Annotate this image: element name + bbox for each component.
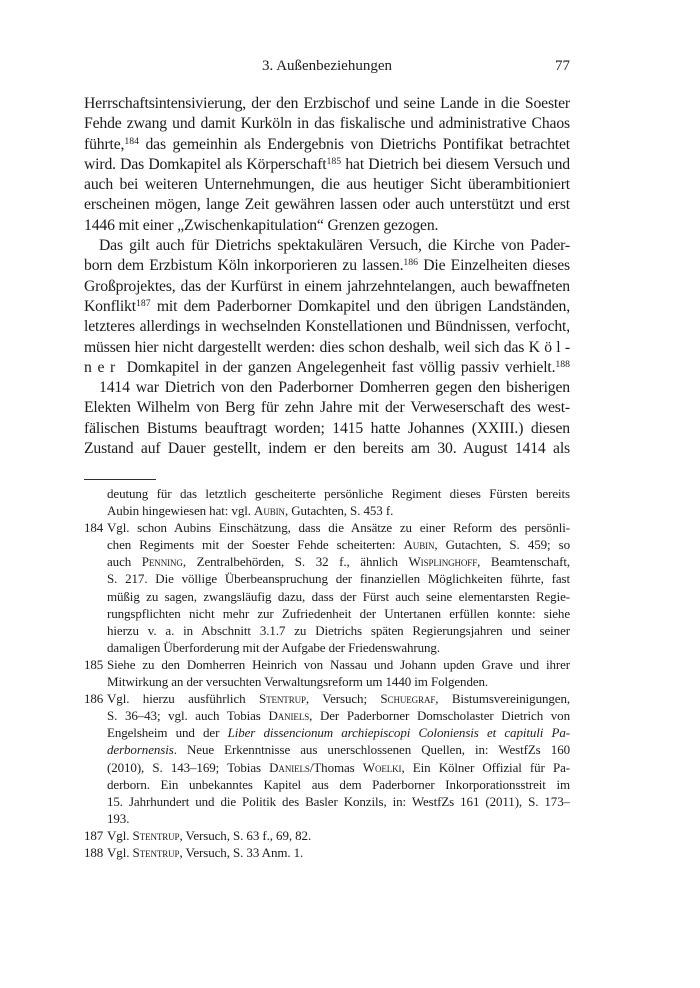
text-line bbox=[107, 844, 570, 861]
text-segment: 1446 mit einer „Zwischenkapitulation“ Grenzen gezogen. bbox=[84, 216, 439, 234]
text-segment: Großprojektes, das der Kurfürst in einem jahrzehntelangen, auch bewaffneten bbox=[84, 277, 570, 295]
text-segment: born dem Erzbistum Köln inkorporieren zu lassen. bbox=[84, 257, 404, 275]
text-line bbox=[107, 536, 570, 553]
text-segment: Aubin hingewiesen hat: vgl. bbox=[107, 503, 255, 519]
text-segment: Konflikt bbox=[84, 297, 136, 315]
text-segment: Vgl. bbox=[107, 844, 133, 860]
footnote-reference: 187 bbox=[135, 297, 151, 309]
text-segment: derborn. Ein unbekanntes Kapitel aus dem Paderborner Inkorporationsstreit im bbox=[107, 776, 570, 792]
text-segment: damaligen Überforderung mit der Aufgabe der Friedenswahrung. bbox=[107, 639, 440, 655]
footnote-number: 184 bbox=[84, 520, 104, 536]
text-segment: wird. Das Domkapitel als Körperschaft bbox=[84, 155, 327, 173]
text-segment: Stentrup bbox=[258, 691, 306, 707]
text-segment: Aubin bbox=[254, 503, 285, 519]
text-line bbox=[84, 135, 570, 155]
text-segment: . Neue Erkenntnisse aus unerschlossenen Quellen, in: WestfZs 160 bbox=[173, 742, 570, 758]
text-segment: Zustand auf Dauer gestellt, indem er den bereits am 30. August 1414 als bbox=[84, 440, 570, 458]
text-segment: Wisplinghoff bbox=[408, 554, 478, 570]
text-segment: /Thomas bbox=[309, 759, 363, 775]
text-segment: Daniels bbox=[269, 759, 310, 775]
text-line bbox=[84, 216, 570, 236]
text-line bbox=[107, 656, 570, 673]
text-line bbox=[84, 338, 570, 358]
footnote-number: 188 bbox=[84, 844, 104, 860]
text-segment: , Bistumsvereinigungen, bbox=[435, 691, 570, 707]
text-segment: das gemeinhin als Endergebnis von Dietrichs Pontifikat betrachtet bbox=[138, 135, 570, 153]
text-segment: , Versuch, S. 63 f., 69, 82. bbox=[179, 827, 312, 843]
text-segment: Fehde zwang und damit Kurköln in das fiskalische und administrative Chaos bbox=[84, 115, 570, 133]
text-line bbox=[107, 759, 570, 776]
text-segment: Stentrup bbox=[132, 827, 180, 843]
text-line bbox=[107, 793, 570, 810]
text-segment: Aubin bbox=[403, 537, 435, 553]
text-segment: 15. Jahrhundert und die Politik des Basler Konzils, in: WestfZs 161 (2011), S. 173– bbox=[107, 793, 570, 809]
text-segment: , Versuch, S. 33 Anm. 1. bbox=[179, 844, 304, 860]
running-header bbox=[84, 57, 570, 75]
text-segment: , Versuch; bbox=[305, 691, 381, 707]
footnote-reference: 186 bbox=[403, 257, 418, 269]
body-text bbox=[84, 94, 570, 459]
text-line bbox=[107, 588, 570, 605]
text-line bbox=[84, 175, 570, 195]
text-line bbox=[107, 519, 570, 536]
text-line bbox=[84, 236, 570, 256]
text-line bbox=[107, 639, 570, 656]
text-line bbox=[84, 317, 570, 337]
text-segment: , Zentralbehörden, S. 32 f., ähnlich bbox=[182, 554, 409, 570]
text-segment: Woelki bbox=[362, 759, 402, 775]
text-segment: hat Dietrich bei diesem Versuch und bbox=[341, 155, 570, 173]
text-line bbox=[107, 724, 570, 741]
text-segment: S. 217. Die völlige Überbeanspruchung der finanziellen Möglichkeiten führte, fast bbox=[107, 571, 570, 587]
text-line bbox=[107, 707, 570, 724]
text-segment: Das gilt auch für Dietrichs spektakulären Versuch, die Kirche von Pader- bbox=[99, 237, 570, 255]
text-line bbox=[107, 485, 570, 502]
text-segment: auch bei weiteren Unternehmungen, die aus heutiger Sicht überambitioniert bbox=[84, 176, 570, 194]
text-line bbox=[107, 827, 570, 844]
text-segment: n e r Domkapitel in der ganzen Angelegenheit fast völlig passiv verhielt. bbox=[84, 358, 556, 376]
text-segment: Schuegraf bbox=[380, 691, 436, 707]
text-segment: müssen hier nicht dargestellt werden: dies schon deshalb, weil sich das K ö l - bbox=[84, 338, 570, 356]
footnote-separator-rule bbox=[84, 479, 156, 480]
text-segment: mit dem Paderborner Domkapitel und den übrigen Landständen, bbox=[150, 297, 570, 315]
footnote-number: 185 bbox=[84, 656, 104, 672]
text-line bbox=[107, 690, 570, 707]
text-segment: Herrschaftsintensivierung, der den Erzbischof und seine Lande in die Soester bbox=[84, 95, 570, 112]
text-segment: auch bbox=[107, 554, 142, 570]
text-line bbox=[107, 605, 570, 622]
text-segment: fälischen Bistums beauftragt worden; 1415 hatte Johannes (XXIII.) diesen bbox=[84, 419, 570, 437]
text-segment: , Der Paderborner Domscholaster Dietrich von bbox=[309, 708, 570, 724]
text-segment: führte, bbox=[84, 135, 125, 153]
text-segment: Siehe zu den Domherren Heinrich von Nassau und Johann upden Grave und ihrer bbox=[107, 656, 570, 672]
text-line bbox=[84, 439, 570, 459]
text-segment: Die Einzelheiten dieses bbox=[417, 257, 570, 275]
footnote-item bbox=[84, 844, 570, 861]
text-line bbox=[107, 776, 570, 793]
text-segment: Mitwirkung an der versuchten Verwaltungsreform um 1440 im Folgenden. bbox=[107, 674, 489, 690]
text-line bbox=[84, 277, 570, 297]
text-segment: hierzu v. a. in Abschnitt 3.1.7 zu Dietrichs späten Regierungsjahren und seiner bbox=[107, 622, 570, 638]
text-segment: , Gutachten, S. 453 f. bbox=[284, 503, 394, 519]
text-segment: Liber dissencionum archiepiscopi Coloniensis et capituli Pa- bbox=[227, 725, 570, 741]
text-segment: rungspflichten nicht mehr zur Zufriedenheit der Untertanen erfüllen konnte: siehe bbox=[107, 605, 570, 621]
text-segment: 193. bbox=[107, 810, 130, 826]
footnote-number: 187 bbox=[84, 827, 104, 843]
footnote-reference: 184 bbox=[124, 135, 139, 147]
text-line bbox=[84, 114, 570, 134]
footnote-item bbox=[84, 485, 570, 519]
footnote-number: 186 bbox=[84, 691, 104, 707]
text-segment: , Gutachten, S. 459; so bbox=[434, 537, 570, 553]
footnotes bbox=[84, 485, 570, 861]
text-line bbox=[84, 195, 570, 215]
text-segment: chen Regiments mit der Soester Fehde scheiterten: bbox=[107, 537, 404, 553]
text-line bbox=[107, 502, 570, 519]
chapter-title: 3. Außenbeziehungen bbox=[262, 58, 392, 74]
text-segment: Elekten Wilhelm von Berg für zehn Jahre mit der Verweserschaft des west- bbox=[84, 399, 570, 417]
text-segment: müßig zu sagen, zwangsläufig dazu, dass der Fürst auch seine elementarsten Regie- bbox=[107, 588, 570, 604]
footnote-item bbox=[84, 656, 570, 690]
text-line bbox=[107, 810, 570, 827]
text-line bbox=[84, 297, 570, 317]
footnote-item bbox=[84, 827, 570, 844]
text-segment: Engelsheim und der bbox=[107, 725, 228, 741]
text-segment: derbornensis bbox=[107, 742, 174, 758]
text-line bbox=[107, 673, 570, 690]
text-segment: deutung für das letztlich gescheiterte persönliche Regiment dieses Fürsten bereits bbox=[107, 486, 570, 501]
text-line bbox=[84, 378, 570, 398]
text-line bbox=[107, 570, 570, 587]
text-line bbox=[84, 358, 570, 378]
text-segment: Daniels bbox=[268, 708, 310, 724]
text-line bbox=[107, 553, 570, 570]
footnote-item bbox=[84, 690, 570, 827]
text-line bbox=[107, 741, 570, 758]
text-segment: Penning bbox=[141, 554, 183, 570]
footnote-reference: 188 bbox=[555, 358, 570, 370]
text-segment: , Beamtenschaft, bbox=[477, 554, 570, 570]
text-line bbox=[84, 398, 570, 418]
page-number: 77 bbox=[555, 58, 570, 74]
text-segment: erscheinen mögen, lange Zeit gewähren lassen oder auch unterstützt und erst bbox=[84, 196, 570, 214]
text-line bbox=[84, 419, 570, 439]
text-line bbox=[84, 256, 570, 276]
text-segment: Vgl. bbox=[107, 827, 133, 843]
text-segment: Vgl. hierzu ausführlich bbox=[107, 691, 259, 707]
text-line bbox=[107, 622, 570, 639]
footnote-item bbox=[84, 519, 570, 656]
text-segment: S. 36–43; vgl. auch Tobias bbox=[107, 708, 269, 724]
text-segment: 1414 war Dietrich von den Paderborner Domherren gegen den bisherigen bbox=[99, 379, 570, 397]
text-segment: Vgl. schon Aubins Einschätzung, dass die Ansätze zu einer Reform des persönli- bbox=[107, 520, 570, 536]
text-line bbox=[84, 94, 570, 114]
text-segment: (2010), S. 143–169; Tobias bbox=[107, 759, 270, 775]
footnote-reference: 185 bbox=[326, 155, 342, 167]
text-segment: , Ein Kölner Offizial für Pa- bbox=[401, 759, 570, 775]
text-line bbox=[84, 155, 570, 175]
text-segment: letzteres allerdings in wechselnden Konstellationen und Bündnissen, verfocht, bbox=[84, 318, 570, 336]
text-segment: Stentrup bbox=[132, 844, 180, 860]
